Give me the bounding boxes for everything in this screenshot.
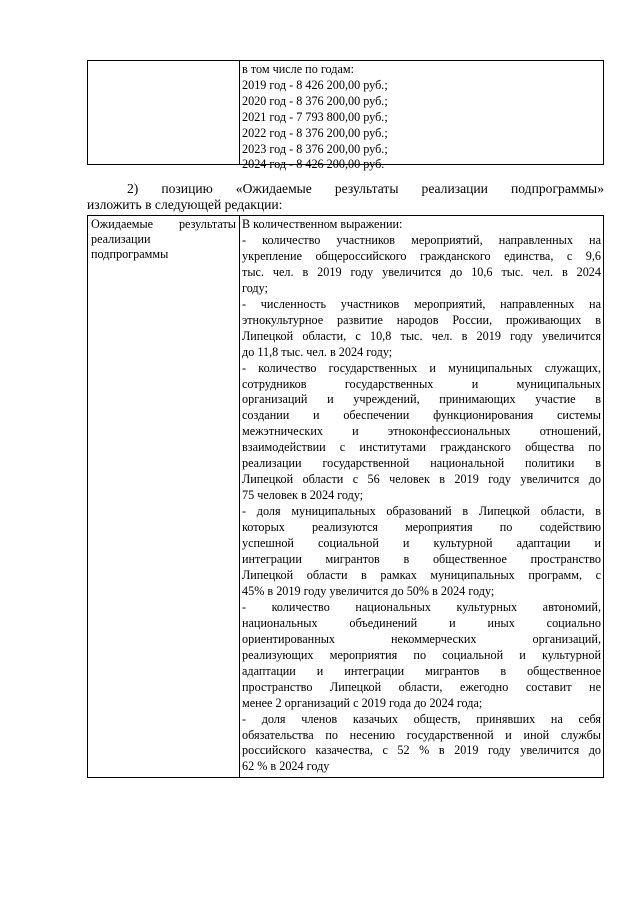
results-line: сотрудников государственных и муниципальных: [242, 376, 601, 391]
results-line: Липецкой области с 56 человек в 2019 году увеличится до: [242, 472, 601, 487]
results-line: реализующих мероприятия по социальной и культурной: [242, 647, 601, 662]
results-line: межэтнических и этноконфессиональных отношений,: [242, 424, 601, 439]
results-line: - количество государственных и муниципальных служащих,: [242, 360, 601, 375]
funding-table-right-cell: [240, 61, 603, 172]
amendment-paragraph: [87, 181, 604, 213]
results-line: 45% в 2019 году увеличится до 50% в 2024 году;: [242, 583, 495, 598]
paragraph-line: изложить в следующей редакции:: [87, 197, 283, 212]
results-line: 75 человек в 2024 году;: [242, 488, 364, 503]
funding-line: в том числе по годам:: [242, 62, 354, 76]
results-line: интеграции мигрантов в общественное пространство: [242, 552, 601, 567]
results-line: обязательства по несению государственной и иной службы: [242, 727, 601, 742]
funding-table-left-cell: [88, 61, 240, 164]
funding-line: 2022 год - 8 376 200,00 руб.;: [242, 125, 388, 140]
results-line: - количество национальных культурных автономий,: [242, 599, 601, 614]
results-table: [87, 215, 604, 778]
results-line: взаимодействии с институтами гражданского общества по: [242, 440, 601, 455]
results-line: Липецкой области, с 10,8 тыс. чел. в 2019 году увеличится: [242, 328, 601, 343]
results-line: - доля муниципальных образований в Липецкой области, в: [242, 504, 601, 519]
results-line: году;: [242, 280, 268, 295]
funding-table: [87, 60, 604, 172]
results-line: тыс. чел. в 2019 году увеличится до 10,6 тыс. чел. в 2024: [242, 264, 601, 279]
results-line: организаций и учреждений, принимающих участие в: [242, 392, 601, 407]
results-label-line: реализации: [91, 232, 151, 247]
funding-line: 2024 год - 8 426 200,00 руб.: [242, 157, 385, 172]
results-label-line: Ожидаемые результаты: [91, 217, 236, 231]
results-table-left-cell: [88, 216, 240, 777]
results-line: В количественном выражении:: [242, 217, 403, 231]
results-line: которых реализуются мероприятия по содействию: [242, 520, 601, 535]
results-line: менее 2 организаций с 2019 года до 2024 года;: [242, 695, 483, 710]
results-line: успешной социальной и культурной адаптации и: [242, 536, 601, 551]
results-line: до 11,8 тыс. чел. в 2024 году;: [242, 344, 393, 359]
results-line: - доля членов казачьих обществ, принявших на себя: [242, 711, 601, 726]
results-line: адаптации и интеграции мигрантов в общественное: [242, 663, 601, 678]
paragraph-line: 2) позицию «Ожидаемые результаты реализации подпрограммы»: [127, 181, 604, 196]
results-line: - количество участников мероприятий, направленных на: [242, 232, 601, 247]
results-label-line: подпрограммы: [91, 247, 169, 262]
results-line: 62 % в 2024 году: [242, 759, 330, 774]
funding-line: 2021 год - 7 793 800,00 руб.;: [242, 109, 388, 124]
results-line: укрепление общероссийского гражданского единства, с 9,6: [242, 248, 601, 263]
results-line: национальных объединений и иных социально: [242, 615, 601, 630]
funding-line: 2020 год - 8 376 200,00 руб.;: [242, 93, 388, 108]
results-line: ориентированных некоммерческих организаций,: [242, 631, 601, 646]
results-line: - численность участников мероприятий, направленных на: [242, 296, 601, 311]
results-line: пространство Липецкой области, ежегодно составит не: [242, 679, 601, 694]
results-line: реализации государственной национальной политики в: [242, 456, 601, 471]
funding-line: 2019 год - 8 426 200,00 руб.;: [242, 77, 388, 92]
funding-line: 2023 год - 8 376 200,00 руб.;: [242, 141, 388, 156]
results-table-right-cell: [240, 216, 603, 777]
results-line: Липецкой области в рамках муниципальных программ, с: [242, 567, 601, 582]
results-line: этнокультурное развитие народов России, проживающих в: [242, 312, 601, 327]
results-line: создании и обеспечении функционирования системы: [242, 408, 601, 423]
results-line: российского казачества, с 52 % в 2019 году увеличится до: [242, 743, 601, 758]
